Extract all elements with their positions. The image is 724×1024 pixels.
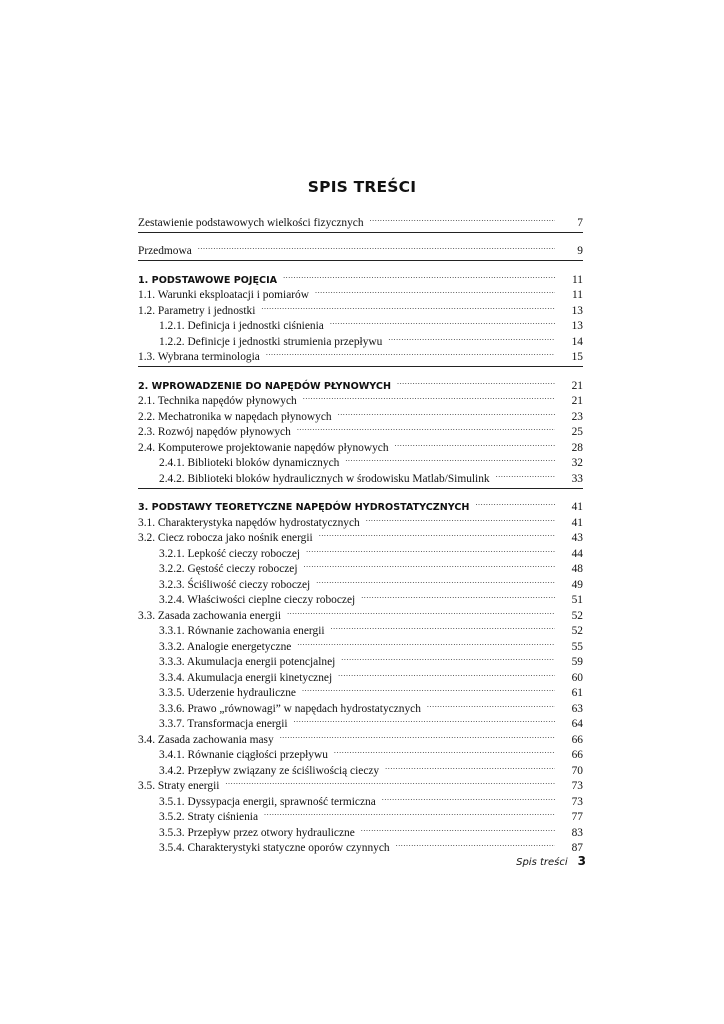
dot-leader (294, 712, 555, 728)
toc-entry-page: 13 (571, 304, 583, 317)
toc-entry-label: 3.5.2. Straty ciśnienia (159, 811, 259, 823)
toc-entry-page: 9 (577, 245, 583, 257)
toc-entry-label: 3.3.6. Prawo „równowagi” w napędach hydrostatycznych (159, 702, 421, 715)
dot-leader (388, 329, 555, 345)
page-title: SPIS TREŚCI (307, 178, 417, 196)
toc-entry-label: 3.3. Zasada zachowania energii (138, 609, 282, 622)
toc-entry-label: 1.2.1. Definicja i jednostki ciśnienia (159, 320, 324, 332)
toc-entry-page: 52 (571, 609, 583, 622)
dot-leader (280, 727, 555, 743)
dot-leader (315, 283, 555, 299)
toc-entry-label: 3.2.4. Właściwości cieplne cieczy roboczej (159, 594, 356, 606)
dot-leader (427, 696, 555, 712)
toc-entry-page: 59 (571, 656, 583, 668)
dot-leader (266, 345, 555, 361)
toc-entry-page: 83 (571, 826, 583, 839)
toc-entry-label: 3.3.1. Równanie zachowania energii (159, 625, 325, 637)
toc-entry-page: 41 (571, 501, 583, 513)
toc-entry-page: 51 (571, 594, 583, 606)
toc-chapter-label: 2. WPROWADZENIE DO NAPĘDÓW PŁYNOWYCH (138, 380, 391, 392)
dot-leader (297, 420, 555, 436)
toc-entry-front-matter (138, 239, 583, 255)
toc-entry-page: 28 (571, 441, 583, 454)
toc-entry-label: 3.2.1. Lepkość cieczy roboczej (159, 547, 301, 560)
toc-entry-page: 25 (571, 426, 583, 438)
dot-leader (302, 681, 555, 697)
toc-entry-label: 3.3.4. Akumulacja energii kinetycznej (159, 671, 333, 684)
toc-chapter-heading (138, 267, 583, 286)
dot-leader (382, 789, 555, 805)
dot-leader (396, 836, 555, 852)
toc-chapter-heading (138, 373, 583, 392)
dot-leader (385, 758, 555, 774)
toc-entry-label: 3.4. Zasada zachowania masy (138, 733, 274, 746)
toc-entry-label: 3.1. Charakterystyka napędów hydrostatycznych (138, 516, 360, 529)
toc-entry-page: 55 (571, 640, 583, 653)
toc-entry-page: 70 (571, 764, 583, 777)
toc-entry-label: 3.3.2. Analogie energetyczne (159, 640, 292, 653)
toc-entry-page: 7 (577, 216, 583, 229)
toc-entry-label: 1.2.2. Definicje i jednostki strumienia przepływu (159, 335, 383, 348)
toc-entry-label: 3.3.5. Uderzenie hydrauliczne (159, 687, 296, 699)
dot-leader (395, 435, 555, 451)
toc-entry-page: 61 (571, 687, 583, 699)
dot-leader (330, 314, 555, 330)
toc-entry-label: 3.3.7. Transformacja energii (159, 718, 288, 730)
dot-leader (283, 267, 555, 283)
table-of-contents (138, 210, 583, 854)
toc-entry-label: 2.4. Komputerowe projektowanie napędów płynowych (138, 441, 389, 454)
dot-leader (264, 805, 555, 821)
dot-leader (397, 373, 555, 389)
toc-entry-page: 21 (571, 395, 583, 407)
dot-leader (366, 510, 555, 526)
toc-entry-label: 3.5.1. Dyssypacja energii, sprawność termiczna (159, 795, 376, 808)
toc-entry-label: 3.3.3. Akumulacja energii potencjalnej (159, 656, 336, 668)
dot-leader (361, 588, 555, 604)
dot-leader (304, 557, 555, 573)
running-footer-title: Spis treści (516, 857, 568, 868)
dot-leader (338, 404, 555, 420)
dot-leader (319, 526, 555, 542)
toc-entry-page: 77 (571, 811, 583, 823)
dot-leader (331, 619, 555, 635)
dot-leader (287, 603, 555, 619)
toc-entry-label: Przedmowa (138, 245, 192, 257)
toc-entry-page: 44 (571, 547, 583, 560)
toc-entry-page: 60 (571, 671, 583, 684)
toc-entry-page: 63 (571, 702, 583, 715)
toc-entry-page: 11 (572, 273, 583, 286)
dot-leader (198, 239, 555, 255)
toc-entry-label: 3.4.1. Równanie ciągłości przepływu (159, 749, 328, 761)
toc-entry-label: 2.4.1. Biblioteki bloków dynamicznych (159, 457, 340, 469)
toc-entry-page: 73 (571, 780, 583, 792)
toc-entry-page: 66 (571, 749, 583, 761)
toc-entry-page: 87 (571, 842, 583, 854)
toc-entry-label: 2.3. Rozwój napędów płynowych (138, 426, 291, 438)
toc-entry-page: 64 (571, 718, 583, 730)
toc-entry-label: 3.2. Ciecz robocza jako nośnik energii (138, 532, 313, 544)
section-divider (138, 254, 583, 261)
toc-entry-label: 3.5. Straty energii (138, 780, 220, 792)
toc-entry-label: 1.3. Wybrana terminologia (138, 351, 260, 363)
toc-entry-page: 15 (571, 351, 583, 363)
dot-leader (225, 774, 555, 790)
toc-entry-page: 43 (571, 532, 583, 544)
toc-entry-label: 3.2.3. Ściśliwość cieczy roboczej (159, 578, 311, 591)
toc-entry-label: 3.4.2. Przepływ związany ze ściśliwością cieczy (159, 764, 380, 777)
dot-leader (297, 634, 555, 650)
page-number: 3 (577, 854, 586, 868)
dot-leader (338, 665, 555, 681)
dot-leader (475, 495, 555, 511)
dot-leader (303, 389, 555, 405)
toc-entry-page: 11 (572, 289, 583, 301)
toc-entry-page: 14 (571, 335, 583, 348)
toc-entry-page: 33 (571, 472, 583, 485)
dot-leader (341, 650, 555, 666)
page-footer (516, 854, 586, 868)
toc-entry-page: 32 (571, 457, 583, 469)
toc-entry-page: 73 (571, 795, 583, 808)
toc-entry-page: 21 (571, 379, 583, 392)
toc-entry-front-matter (138, 210, 583, 229)
toc-entry-page: 66 (571, 733, 583, 746)
toc-entry-page: 48 (571, 563, 583, 575)
toc-entry-label: Zestawienie podstawowych wielkości fizycznych (138, 216, 364, 229)
dot-leader (261, 298, 555, 314)
dot-leader (361, 820, 555, 836)
toc-chapter-heading (138, 495, 583, 511)
toc-entry-label: 2.4.2. Biblioteki bloków hydraulicznych w środowisku Matlab/Simulink (159, 472, 490, 485)
toc-entry-label: 3.5.4. Charakterystyki statyczne oporów czynnych (159, 842, 390, 854)
toc-entry-label: 3.5.3. Przepływ przez otwory hydrauliczne (159, 826, 355, 839)
dot-leader (334, 743, 555, 759)
toc-entry-page: 23 (571, 410, 583, 423)
toc-entry-page: 49 (571, 578, 583, 591)
toc-entry-label: 1.2. Parametry i jednostki (138, 304, 256, 317)
dot-leader (316, 572, 555, 588)
toc-entry-page: 41 (571, 516, 583, 529)
toc-entry-label: 1.1. Warunki eksploatacji i pomiarów (138, 289, 309, 301)
toc-entry-label: 3.2.2. Gęstość cieczy roboczej (159, 563, 298, 575)
toc-chapter-label: 1. PODSTAWOWE POJĘCIA (138, 274, 278, 286)
dot-leader (345, 451, 555, 467)
dot-leader (370, 210, 555, 226)
toc-entry-label: 2.1. Technika napędów płynowych (138, 395, 297, 407)
toc-entry-page: 13 (571, 320, 583, 332)
dot-leader (306, 541, 555, 557)
toc-entry-page: 52 (571, 625, 583, 637)
toc-entry-label: 2.2. Mechatronika w napędach płynowych (138, 410, 332, 423)
dot-leader (496, 466, 555, 482)
toc-chapter-label: 3. PODSTAWY TEORETYCZNE NAPĘDÓW HYDROSTATYCZNYCH (138, 502, 470, 513)
